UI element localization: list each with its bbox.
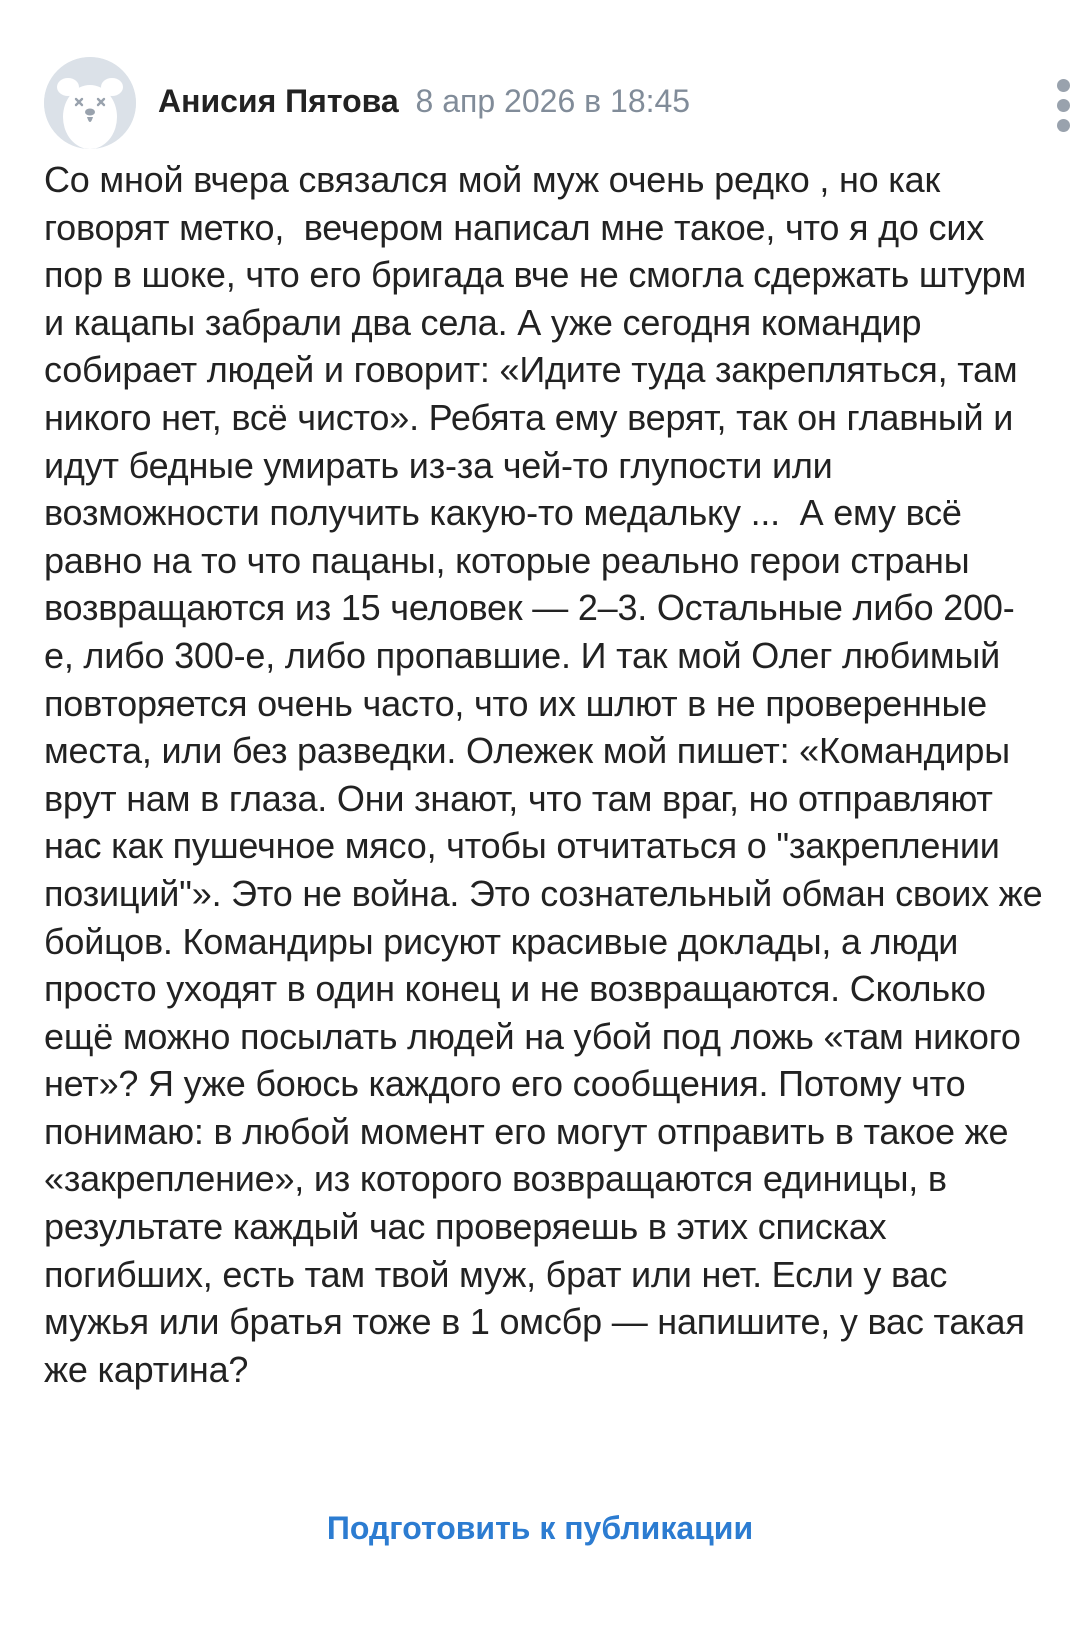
author-line — [158, 81, 690, 121]
avatar[interactable] — [44, 57, 136, 149]
author-name[interactable]: Анисия Пятова — [158, 83, 399, 119]
post-date[interactable]: 8 апр 2026 в 18:45 — [415, 83, 691, 119]
post-text: Со мной вчера связался мой муж очень редко , но как говорят метко, вечером написал мне такое, что я до сих пор в шоке, что его бригада вче не смогла сдержать штурм и кацапы забрали два села. А уже сегодня командир собирает людей и говорит: «Идите туда закрепляться, там никого нет, всё чисто». Ребята ему верят, так он главный и идут бедные умирать из-за чей-то глупости или возможности получить какую-то медальку ... А ему всё равно на то что пацаны, которые реально герои страны возвращаются из 15 человек — 2–3. Остальные либо 200-е, либо 300-е, либо пропавшие. И так мой Олег любимый повторяется очень часто, что их шлют в не проверенные места, или без разведки. Олежек мой пишет: «Командиры врут нам в глаза. Они знают, что там враг, но отправляют нас как пушечное мясо, чтобы отчитаться о "закреплении позиций"». Это не война. Это сознательный обман своих же бойцов. Командиры рисуют красивые доклады, а люди просто уходят в один конец и не возвращаются. Сколько ещё можно посылать людей на убой под ложь «там никого нет»? Я уже боюсь каждого его сообщения. Потому что понимаю: в любой момент его могут отправить в такое же «закрепление», из которого возвращаются единицы, в результате каждый час проверяешь в этих списках погибших, есть там твой муж, брат или нет. Если у вас мужья или братья тоже в 1 омсбр — напишите, у вас такая же картина? — [44, 159, 1053, 1390]
more-vertical-icon — [1057, 79, 1070, 92]
more-vertical-icon — [1057, 99, 1070, 112]
deactivated-dog-icon — [44, 57, 136, 149]
post-header — [44, 55, 1044, 147]
prepare-for-publication-button[interactable]: Подготовить к публикации — [326, 1510, 754, 1546]
more-vertical-icon — [1057, 119, 1070, 132]
more-options-button[interactable] — [1044, 75, 1080, 135]
